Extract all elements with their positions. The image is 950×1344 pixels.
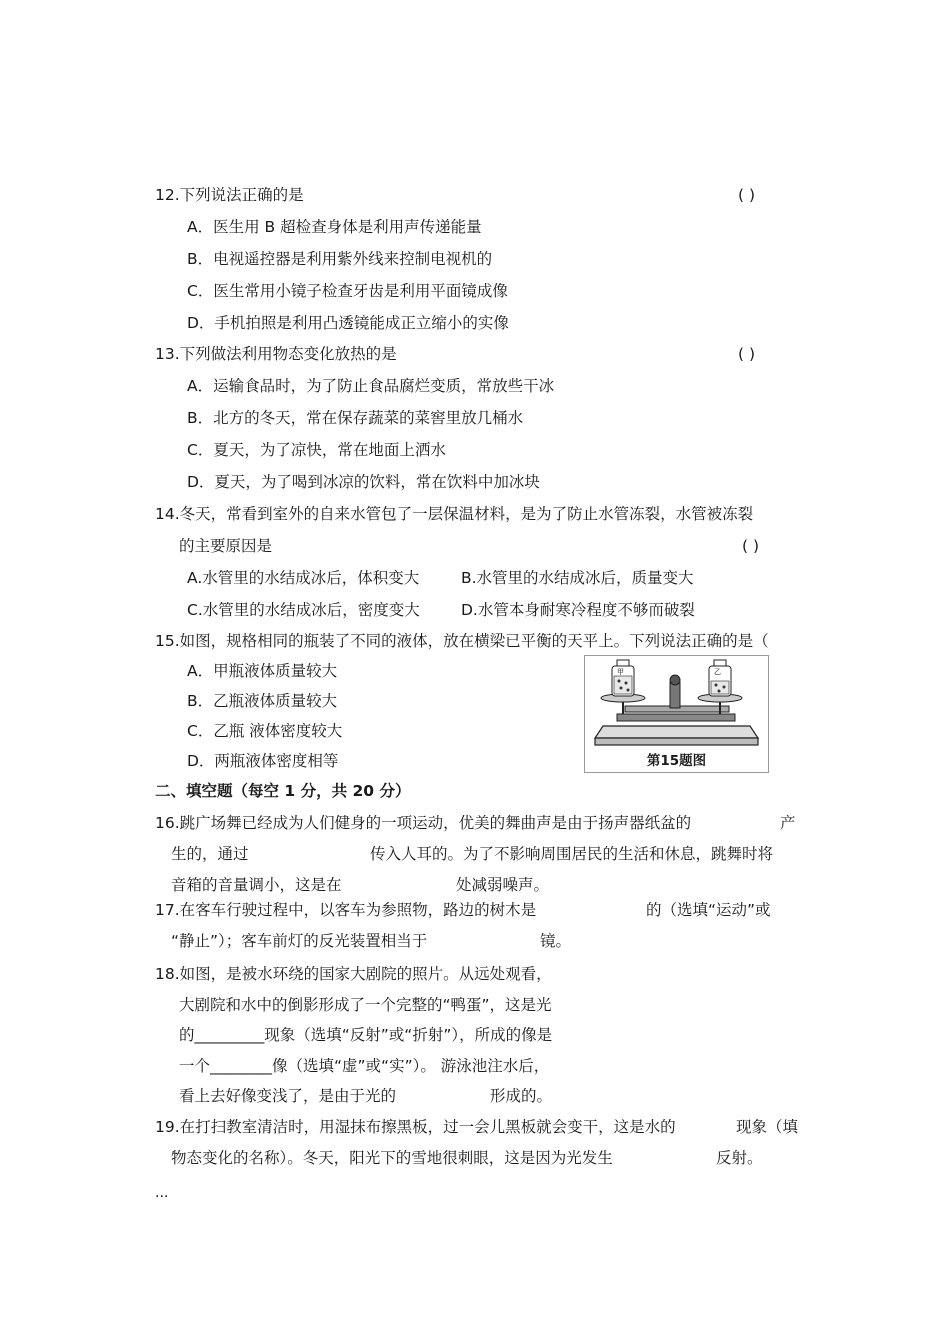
q13-option-a: A．运输食品时，为了防止食品腐烂变质，常放些干冰 xyxy=(187,377,555,395)
left-bottle-label: 甲 xyxy=(617,668,624,676)
q17-line2-end: 镜。 xyxy=(540,932,572,950)
q12-stem: 12.下列说法正确的是 xyxy=(155,186,304,204)
q18-line5-end: 形成的。 xyxy=(490,1087,553,1105)
q18-line1: 18.如图，是被水环绕的国家大剧院的照片。从远处观看， xyxy=(155,965,552,983)
q18-line5-start: 看上去好像变浅了，是由于光的 xyxy=(179,1087,397,1105)
q15-option-c: C．乙瓶 液体密度较大 xyxy=(187,722,343,740)
q17-line2-start: “静止”）；客车前灯的反光装置相当于 xyxy=(171,932,428,950)
q18-line3: 的_________现象（选填“反射”或“折射”），所成的像是 xyxy=(179,1026,553,1044)
right-bottle-icon xyxy=(709,660,731,696)
q14-option-d: D.水管本身耐寒冷程度不够而破裂 xyxy=(461,601,695,619)
q12-option-c: C．医生常用小镜子检查牙齿是利用平面镜成像 xyxy=(187,282,508,300)
q19-line1-start: 19.在打扫教室清洁时，用湿抹布擦黑板，过一会儿黑板就会变干，这是水的 xyxy=(155,1118,676,1136)
q14-option-b: B.水管里的水结成冰后，质量变大 xyxy=(461,569,694,587)
q16-line1: 16.跳广场舞已经成为人们健身的一项运动，优美的舞曲声是由于扬声器纸盆的 xyxy=(155,814,692,832)
q16-line2-start: 生的，通过 xyxy=(171,845,249,863)
q19-line2-start: 物态变化的名称）。冬天，阳光下的雪地很刺眼，这是因为光发生 xyxy=(171,1149,613,1167)
section2-heading: 二、填空题（每空 1 分，共 20 分） xyxy=(155,782,411,800)
q15-option-d: D．两瓶液体密度相等 xyxy=(187,752,339,770)
q14-stem-line2: 的主要原因是 xyxy=(179,537,273,555)
q13-option-c: C．夏天，为了凉快，常在地面上洒水 xyxy=(187,441,446,459)
q18-line2: 大剧院和水中的倒影形成了一个完整的“鸭蛋”，这是光 xyxy=(179,996,552,1014)
q12-option-b: B．电视遥控器是利用紫外线来控制电视机的 xyxy=(187,250,493,268)
q15-option-b: B．乙瓶液体质量较大 xyxy=(187,692,338,710)
q13-option-b: B．北方的冬天，常在保存蔬菜的菜窖里放几桶水 xyxy=(187,409,524,427)
q19-line1-end: 现象（填 xyxy=(736,1118,799,1136)
q15-stem: 15.如图，规格相同的瓶装了不同的液体，放在横梁已平衡的天平上。下列说法正确的是（ xyxy=(155,632,769,650)
q18-line4: 一个________像（选填“虚”或“实”）。 游泳池注水后， xyxy=(179,1057,550,1075)
q12-option-d: D．手机拍照是利用凸透镜能成正立缩小的实像 xyxy=(187,314,509,332)
q17-line1-end: 的（选填“运动”或 xyxy=(646,901,771,919)
q13-answer-paren: ( ) xyxy=(738,345,756,363)
q16-line3-start: 音箱的音量调小，这是在 xyxy=(171,876,342,894)
q16-line3-end: 处减弱噪声。 xyxy=(456,876,550,894)
q14-option-c: C.水管里的水结成冰后，密度变大 xyxy=(187,601,420,619)
left-bottle-icon xyxy=(612,660,634,696)
q16-line1-end: 产 xyxy=(780,814,796,832)
q13-stem: 13.下列做法利用物态变化放热的是 xyxy=(155,345,397,363)
right-bottle-label: 乙 xyxy=(714,668,721,676)
q15-figure-caption: 第15题图 xyxy=(646,753,707,769)
q19-line2-end: 反射。 xyxy=(716,1149,763,1167)
q15-balance-figure xyxy=(584,655,769,773)
q17-line1-start: 17.在客车行驶过程中，以客车为参照物，路边的树木是 xyxy=(155,901,537,919)
q12-option-a: A．医生用 B 超检查身体是利用声传递能量 xyxy=(187,218,482,236)
balance-scale-illustration xyxy=(585,656,768,754)
q14-stem-line1: 14.冬天，常看到室外的自来水管包了一层保温材料，是为了防止水管冻裂，水管被冻裂 xyxy=(155,505,754,523)
q12-answer-paren: ( ) xyxy=(738,186,756,204)
q13-option-d: D．夏天，为了喝到冰凉的饮料，常在饮料中加冰块 xyxy=(187,473,540,491)
q14-answer-paren: ( ) xyxy=(742,537,760,555)
q14-option-a: A.水管里的水结成冰后，体积变大 xyxy=(187,569,420,587)
q16-line2-end: 传入人耳的。为了不影响周围居民的生活和休息，跳舞时将 xyxy=(370,845,774,863)
q15-option-a: A．甲瓶液体质量较大 xyxy=(187,662,338,680)
continuation-ellipsis: ... xyxy=(155,1185,169,1201)
